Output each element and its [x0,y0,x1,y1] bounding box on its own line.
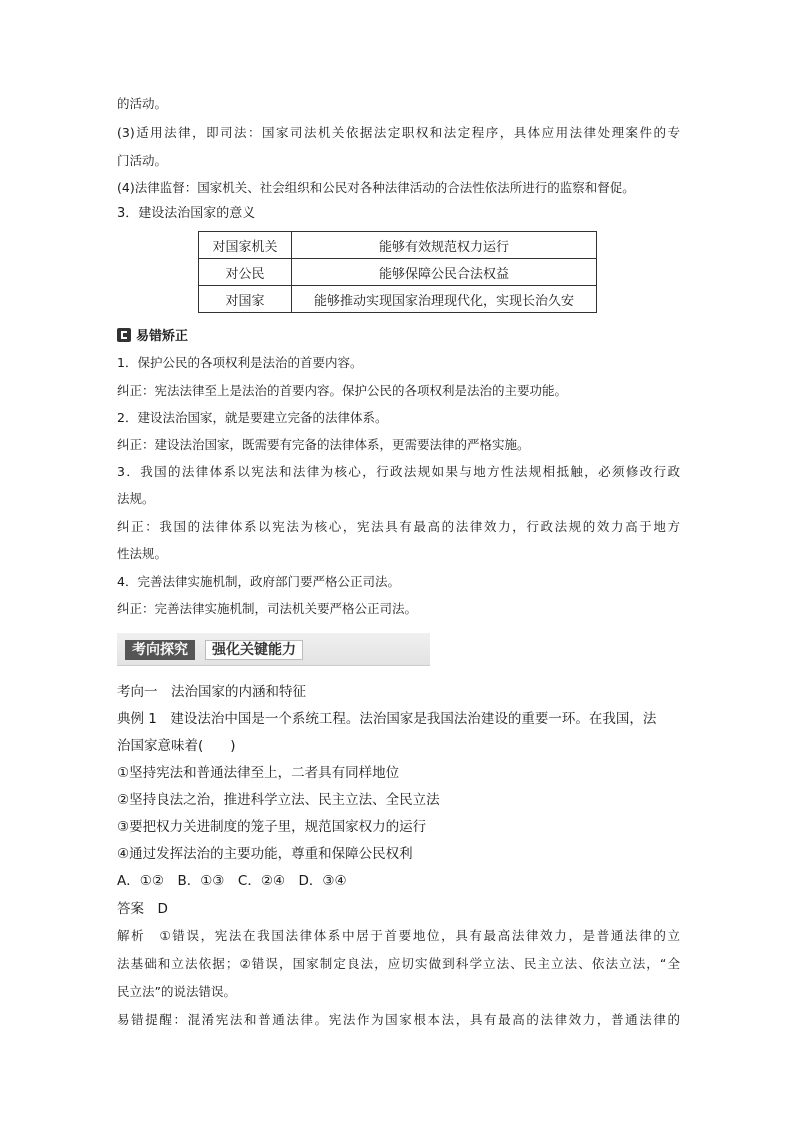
error-correction: 纠正：我国的法律体系以宪法为核心，宪法具有最高的法律效力，行政法规的效力高于地方 [117,519,680,534]
error-correction: 性法规。 [117,546,168,561]
answer: 答案 D [117,901,168,917]
text-line: (4)法律监督：国家机关、社会组织和公民对各种法律活动的合法性依法所进行的监察和督促。 [117,180,635,195]
section-banner [117,633,430,666]
error-item: 法规。 [117,491,155,506]
meaning-table [198,231,597,313]
table-row [199,232,597,259]
table-cell-target: 对国家 [199,286,292,313]
text-line: 门活动。 [117,153,168,168]
table-cell-target: 对公民 [199,259,292,286]
error-section-title: 易错矫正 [136,329,189,344]
text-line: 的活动。 [117,96,168,111]
error-tip: 易错提醒：混淆宪法和普通法律。宪法作为国家根本法，具有最高的法律效力，普通法律的 [117,1012,680,1027]
question-stem: 治国家意味着( ) [117,738,236,754]
analysis-line: 民立法”的说法错误。 [117,984,236,999]
table-cell-meaning: 能够推动实现国家治理现代化，实现长治久安 [292,286,597,313]
option-statement: ④通过发挥法治的主要功能，尊重和保障公民权利 [117,846,413,862]
question-stem: 典例 1 建设法治中国是一个系统工程。法治国家是我国法治建设的重要一环。在我国，法 [117,711,657,727]
option-statement: ③要把权力关进制度的笼子里，规范国家权力的运行 [117,819,427,835]
error-section-heading [117,325,188,344]
text-line: (3)适用法律，即司法：国家司法机关依据法定职权和法定程序，具体应用法律处理案件的专 [117,125,680,140]
option-statement: ①坚持宪法和普通法律至上，二者具有同样地位 [117,765,400,781]
analysis-line: 解析 ①错误，宪法在我国法律体系中居于首要地位，具有最高法律效力，是普通法律的立 [117,928,680,943]
error-item: 4．完善法律实施机制，政府部门要严格公正司法。 [117,574,400,589]
meaning-heading: 3．建设法治国家的意义 [117,206,256,221]
banner-subtitle: 强化关键能力 [205,640,303,660]
table-cell-target: 对国家机关 [199,232,292,259]
error-flag-icon [117,328,131,342]
error-item: 3．我国的法律体系以宪法和法律为核心，行政法规如果与地方性法规相抵触，必须修改行政 [117,464,680,479]
error-correction: 纠正：完善法律实施机制，司法机关要严格公正司法。 [117,601,418,616]
error-item: 1．保护公民的各项权利是法治的首要内容。 [117,355,363,370]
answer-choices: A．①② B．①③ C．②④ D．③④ [117,873,347,889]
error-item: 2．建设法治国家，就是要建立完备的法律体系。 [117,410,388,425]
banner-tag: 考向探究 [125,640,195,660]
error-correction: 纠正：建设法治国家，既需要有完备的法律体系，更需要法律的严格实施。 [117,437,530,452]
analysis-line: 法基础和立法依据；②错误，国家制定良法，应切实做到科学立法、民主立法、依法立法，“全 [117,956,680,971]
option-statement: ②坚持良法之治，推进科学立法、民主立法、全民立法 [117,792,440,808]
table-cell-meaning: 能够有效规范权力运行 [292,232,597,259]
table-row [199,259,597,286]
topic-heading: 考向一 法治国家的内涵和特征 [117,684,306,700]
error-correction: 纠正：宪法法律至上是法治的首要内容。保护公民的各项权利是法治的主要功能。 [117,383,568,398]
table-row [199,286,597,313]
table-cell-meaning: 能够保障公民合法权益 [292,259,597,286]
